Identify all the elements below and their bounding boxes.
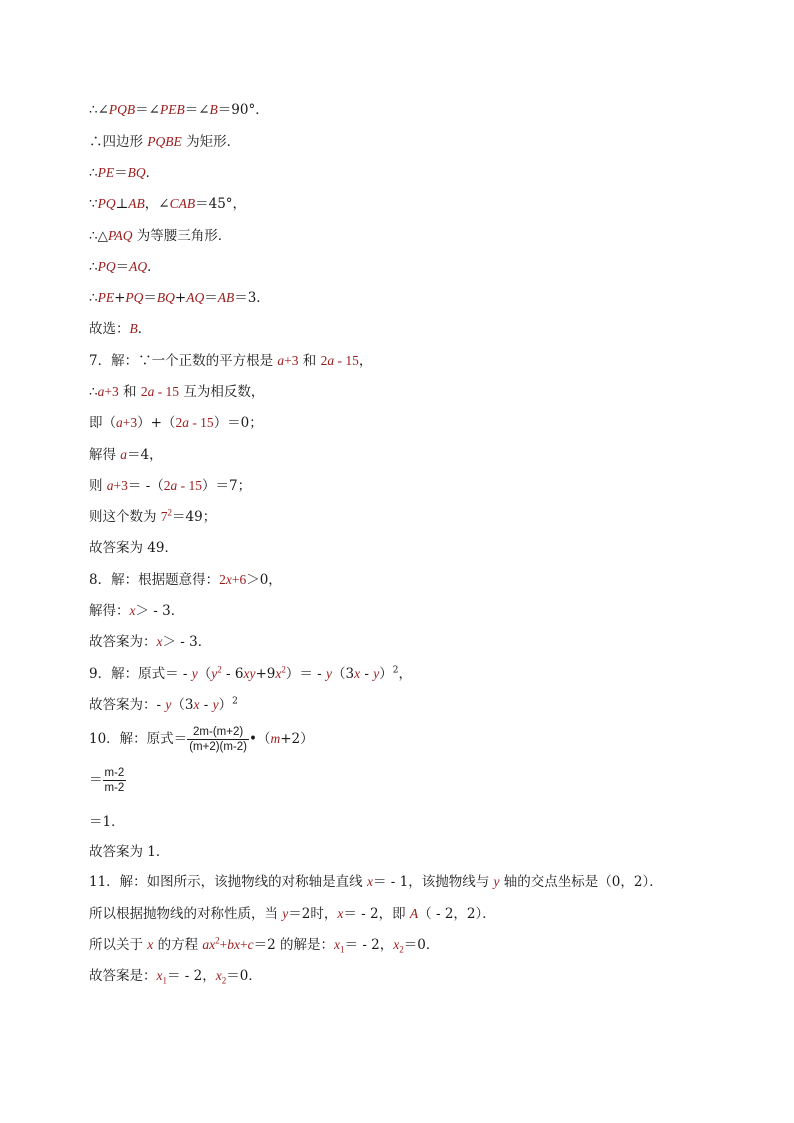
text: ＝2 的解是： <box>253 937 335 953</box>
math: a <box>277 353 285 368</box>
math: 2 <box>175 415 183 430</box>
math: AQ <box>186 290 205 305</box>
problem-11-heading <box>89 872 663 892</box>
math: y <box>212 697 219 712</box>
math: x <box>147 937 154 952</box>
text: ＝ <box>115 259 130 275</box>
text: - <box>199 697 213 713</box>
text: ＝ -（ <box>127 478 164 494</box>
math: x <box>156 968 163 983</box>
math: y <box>211 666 218 681</box>
text: ＝45°， <box>195 196 247 212</box>
text: ）＝0； <box>213 415 263 431</box>
math: PQ <box>97 259 116 274</box>
text: 故答案为 49． <box>89 540 178 556</box>
solution-line <box>89 812 125 832</box>
math: AQ <box>129 259 148 274</box>
text: 即（ <box>89 415 116 431</box>
text: 则 <box>89 478 107 494</box>
solution-line <box>89 695 238 715</box>
text: 所以根据抛物线的对称性质，当 <box>89 906 283 922</box>
text: ． <box>137 321 152 337</box>
math: + <box>219 937 228 952</box>
math: - 15 <box>334 353 359 368</box>
text: ＝ - 2， <box>167 968 216 984</box>
math: PQBE <box>147 134 182 149</box>
text: ＝ <box>114 165 128 181</box>
text: ， <box>358 353 373 369</box>
text: 轴的交点坐标是（0，2）． <box>499 874 663 890</box>
problem-9-heading <box>89 664 412 684</box>
text: 7．解：∵一个正数的平方根是 <box>89 353 278 369</box>
math: +3 <box>284 353 299 368</box>
text: ＝90°． <box>217 102 269 118</box>
text: ， <box>398 666 412 682</box>
math: + <box>240 937 248 952</box>
math: x <box>334 937 341 952</box>
math: AB <box>128 196 145 211</box>
text: 所以关于 <box>89 937 148 953</box>
text: ＝ - 2， <box>344 937 394 953</box>
text: ＝2时， <box>288 906 338 922</box>
fraction-denominator: (m+2)(m-2) <box>189 741 248 753</box>
math: y <box>326 666 333 681</box>
text: ＝49； <box>172 509 217 525</box>
text: ＝ <box>143 290 157 306</box>
math: ax <box>202 937 216 952</box>
math: m <box>270 731 281 746</box>
text: （ - 2，2）． <box>418 906 496 922</box>
text: 互为相反数， <box>179 384 265 400</box>
math: +6 <box>231 572 247 587</box>
text: 的方程 <box>153 937 203 953</box>
math: x <box>215 968 222 983</box>
math: bx <box>227 937 241 952</box>
solution-line <box>89 632 211 652</box>
text: ＝ <box>89 772 103 788</box>
math: a <box>182 415 189 430</box>
text: 为矩形． <box>181 134 241 150</box>
math: +3 <box>104 384 119 399</box>
text: 故答案为 1． <box>89 844 170 860</box>
exponent: 2 <box>217 664 222 675</box>
solution-line <box>89 445 163 465</box>
text: ∴ <box>89 259 98 275</box>
text: ∴四边形 <box>89 134 148 150</box>
solution-line <box>89 288 270 308</box>
text: 故选： <box>89 321 130 337</box>
fraction-denominator: m-2 <box>104 782 125 794</box>
exponent: 2 <box>281 664 286 675</box>
solution-line <box>89 935 439 955</box>
text: •（ <box>249 731 271 747</box>
text: 9．解：原式＝ - <box>89 666 192 682</box>
text: 和 <box>118 384 141 400</box>
solution-line <box>89 257 161 277</box>
solution-line <box>89 382 264 402</box>
text: ∴△ <box>89 228 108 244</box>
math: 2 <box>219 572 226 587</box>
math: BQ <box>127 165 146 180</box>
text: （3 <box>332 666 355 682</box>
text: ⊥ <box>115 196 129 212</box>
solution-line <box>89 966 262 986</box>
exponent: 2 <box>232 696 238 707</box>
fraction <box>103 766 127 795</box>
math: +3 <box>122 415 138 430</box>
math: y <box>165 697 172 712</box>
solution-line <box>89 507 216 527</box>
text: ＞0， <box>246 572 282 588</box>
text: + <box>174 290 187 306</box>
text: 8．解：根据题意得： <box>89 572 220 588</box>
fraction-numerator: 2m-(m+2) <box>187 725 249 740</box>
math: c <box>247 937 254 952</box>
math: a <box>106 478 114 493</box>
solution-line <box>89 100 269 120</box>
text: 则这个数为 <box>89 509 161 525</box>
solution-line <box>89 904 496 924</box>
problem-8-heading <box>89 570 282 590</box>
text: ． <box>147 259 161 275</box>
text: ＝0． <box>226 968 262 984</box>
text: ∴ <box>89 165 98 181</box>
math: y <box>191 666 198 681</box>
text: ． <box>145 165 160 181</box>
solution-line <box>89 226 231 246</box>
text: （3 <box>171 697 194 713</box>
math: 7 <box>160 509 168 524</box>
text: （ <box>197 666 212 682</box>
math: x <box>129 603 136 618</box>
text: ） <box>379 666 393 682</box>
math: PQ <box>125 290 144 305</box>
solution-line <box>89 538 178 558</box>
math: 2 <box>163 478 171 493</box>
math: x <box>193 697 200 712</box>
text: ＝1． <box>89 814 125 830</box>
math: 2 <box>140 384 148 399</box>
subscript: 2 <box>221 975 227 986</box>
text: ） <box>218 697 233 713</box>
math: a <box>327 353 335 368</box>
math: x <box>393 937 400 952</box>
math: x <box>354 666 361 681</box>
solution-line <box>89 163 159 183</box>
math: a <box>120 447 128 462</box>
subscript: 1 <box>340 944 345 955</box>
math: B <box>129 321 138 336</box>
math: y <box>373 666 380 681</box>
text: ＝ - 2，即 <box>343 906 410 922</box>
text: +2） <box>280 731 314 747</box>
text: ∴ <box>89 384 98 400</box>
text: ，∠ <box>144 196 170 212</box>
text: 解得 <box>89 447 121 463</box>
solution-line <box>89 132 240 152</box>
math: y <box>282 906 289 921</box>
math: xy <box>243 666 256 681</box>
math: CAB <box>169 196 196 211</box>
solution-line <box>89 476 251 496</box>
text: ∴ <box>89 290 98 306</box>
math: a <box>116 415 123 430</box>
math: B <box>209 102 218 117</box>
exponent: 2 <box>167 507 173 518</box>
text: + <box>114 290 126 306</box>
text: 为等腰三角形． <box>132 228 232 244</box>
math: BQ <box>156 290 175 305</box>
math: x <box>275 666 282 681</box>
text: ＝∠ <box>184 102 210 118</box>
text: ）+（ <box>137 415 176 431</box>
text: ＝0． <box>403 937 440 953</box>
math: x <box>337 906 344 921</box>
text: 故答案是： <box>89 968 157 984</box>
solution-line <box>89 765 126 795</box>
math: +3 <box>113 478 128 493</box>
math: AB <box>217 290 235 305</box>
text: +9 <box>255 666 276 682</box>
math: PEB <box>159 102 185 117</box>
math: a <box>97 384 105 399</box>
math: x <box>366 874 373 889</box>
exponent: 2 <box>215 935 220 946</box>
math: x <box>225 572 232 587</box>
problem-7-heading <box>89 351 372 371</box>
text: ∵ <box>89 196 98 212</box>
solution-line <box>89 413 263 433</box>
text: 故答案为：- <box>89 697 166 713</box>
math: x <box>156 634 163 649</box>
fraction <box>187 725 249 754</box>
solution-line <box>89 319 151 339</box>
text: ∴∠ <box>89 102 109 118</box>
math: PE <box>97 165 115 180</box>
math: - 15 <box>154 384 180 399</box>
text: ＞ - 3． <box>135 603 185 619</box>
math: PQB <box>108 102 136 117</box>
math: A <box>409 906 419 921</box>
subscript: 1 <box>162 975 167 986</box>
math: a <box>170 478 178 493</box>
text: 和 <box>298 353 321 369</box>
text: ＝∠ <box>135 102 160 118</box>
solution-line <box>89 194 246 214</box>
math: a <box>147 384 155 399</box>
text: 故答案为： <box>89 634 157 650</box>
text: ＝3． <box>234 290 270 306</box>
math: 2 <box>320 353 328 368</box>
text: ＝4， <box>127 447 163 463</box>
text: - 6 <box>221 666 244 682</box>
text: ＞ - 3． <box>162 634 212 650</box>
text: 11．解：如图所示，该抛物线的对称轴是直线 <box>89 874 367 890</box>
problem-10-heading <box>89 724 314 754</box>
text: ）＝7； <box>202 478 252 494</box>
math: y <box>493 874 500 889</box>
fraction-numerator: m-2 <box>104 767 125 779</box>
text: ＝ <box>204 290 218 306</box>
math: PAQ <box>107 228 133 243</box>
text: 10．解：原式＝ <box>89 731 188 747</box>
solution-line <box>89 842 169 862</box>
math: - 15 <box>177 478 203 493</box>
solution-line <box>89 601 184 621</box>
text: 解得： <box>89 603 130 619</box>
math: PE <box>97 290 115 305</box>
math: PQ <box>97 196 116 211</box>
text: ）＝ - <box>285 666 327 682</box>
exponent: 2 <box>392 665 399 676</box>
subscript: 2 <box>399 944 404 955</box>
text: - <box>360 666 374 682</box>
math: - 15 <box>188 415 214 430</box>
text: ＝ - 1，该抛物线与 <box>372 874 494 890</box>
